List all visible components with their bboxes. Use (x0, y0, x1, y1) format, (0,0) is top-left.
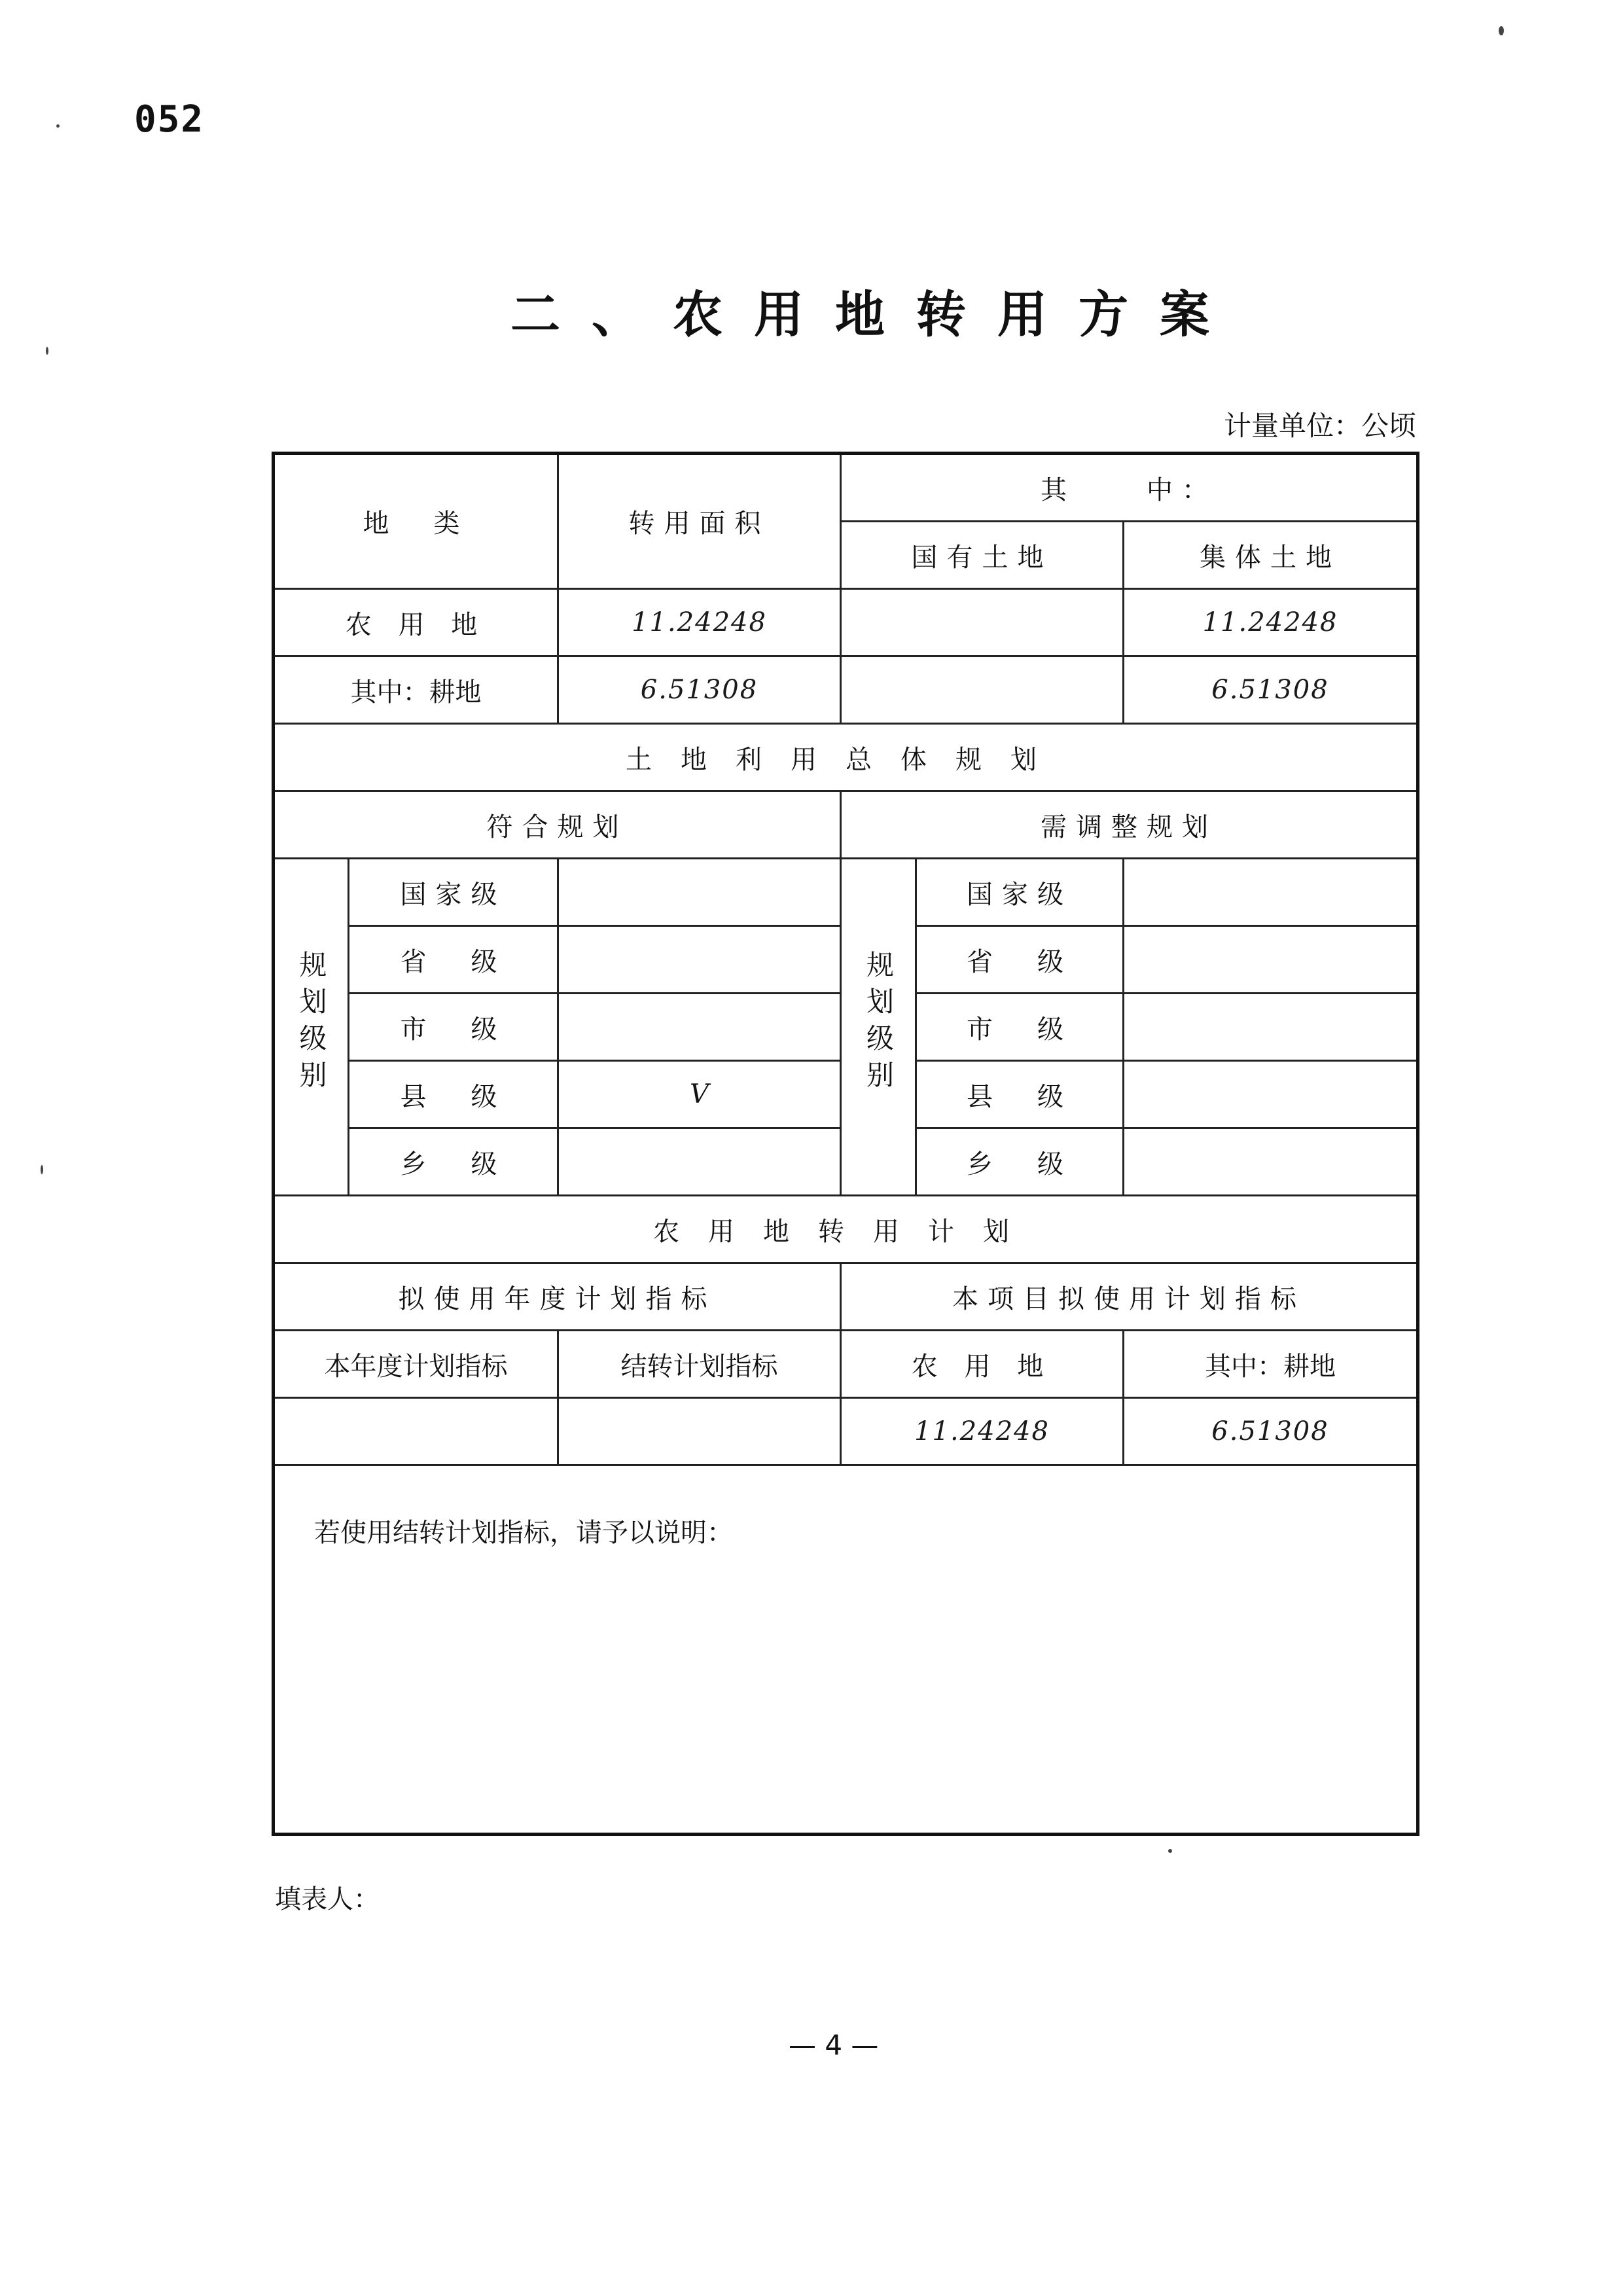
table-row (274, 589, 1418, 656)
adjust-mark (1124, 1061, 1418, 1128)
level-label: 乡 级 (916, 1128, 1124, 1196)
state-land-value (841, 589, 1124, 656)
level-label: 国家级 (349, 859, 558, 926)
compliant-mark (558, 926, 841, 994)
level-label: 市 级 (349, 994, 558, 1061)
converted-area-value: 11.24248 (558, 589, 841, 656)
page-number: — 4 — (789, 2029, 879, 2061)
this-year-header: 本年度计划指标 (274, 1331, 558, 1398)
level-label: 省 级 (916, 926, 1124, 994)
carried-over-header: 结转计划指标 (558, 1331, 841, 1398)
level-label: 国家级 (916, 859, 1124, 926)
level-label: 乡 级 (349, 1128, 558, 1196)
level-group-right: 规划级别 (841, 859, 916, 1196)
row-label: 其中：耕地 (274, 656, 558, 724)
farmland-header: 农 用 地 (841, 1331, 1124, 1398)
level-label: 省 级 (349, 926, 558, 994)
planning-section-title: 土地利用总体规划 (274, 724, 1418, 791)
page-title: 二、农用地转用方案 (510, 285, 1241, 344)
this-year-value (274, 1398, 558, 1465)
collective-land-value: 11.24248 (1124, 589, 1418, 656)
compliant-mark (558, 859, 841, 926)
level-label: 县 级 (916, 1061, 1124, 1128)
farmland-value: 11.24248 (841, 1398, 1124, 1465)
scan-speck (46, 347, 48, 355)
level-label: 县 级 (349, 1061, 558, 1128)
scan-speck (56, 124, 60, 128)
unit-label: 计量单位：公顷 (1224, 410, 1417, 442)
scan-speck (1499, 26, 1504, 35)
carried-over-value (558, 1398, 841, 1465)
adjust-mark (1124, 859, 1418, 926)
level-label: 市 级 (916, 994, 1124, 1061)
filler-label: 填表人： (275, 1884, 380, 1914)
row-label: 农 用 地 (274, 589, 558, 656)
adjust-planning-header: 需调整规划 (841, 791, 1418, 859)
adjust-mark (1124, 926, 1418, 994)
arable-value: 6.51308 (1124, 1398, 1418, 1465)
collective-land-value: 6.51308 (1124, 656, 1418, 724)
project-index-header: 本项目拟使用计划指标 (841, 1263, 1418, 1331)
compliant-mark (558, 1128, 841, 1196)
header-collective-land: 集体土地 (1124, 522, 1418, 589)
conversion-plan-title: 农用地转用计划 (274, 1196, 1418, 1263)
table-row (274, 656, 1418, 724)
compliant-planning-header: 符合规划 (274, 791, 841, 859)
header-of-which: 其 中： (841, 454, 1418, 522)
adjust-mark (1124, 994, 1418, 1061)
note-cell (274, 1465, 1418, 1835)
converted-area-value: 6.51308 (558, 656, 841, 724)
arable-header: 其中：耕地 (1124, 1331, 1418, 1398)
level-group-left: 规划级别 (274, 859, 349, 1196)
header-converted-area: 转用面积 (558, 454, 841, 589)
adjust-mark (1124, 1128, 1418, 1196)
note-text: 若使用结转计划指标，请予以说明： (314, 1518, 733, 1548)
annual-index-header: 拟使用年度计划指标 (274, 1263, 841, 1331)
compliant-mark-county: V (558, 1061, 841, 1128)
compliant-mark (558, 994, 841, 1061)
scan-speck (41, 1165, 43, 1174)
header-land-type: 地 类 (274, 454, 558, 589)
header-state-land: 国有土地 (841, 522, 1124, 589)
conversion-form-table (272, 452, 1419, 1836)
scan-speck (1168, 1849, 1172, 1853)
stamp-number: 052 (134, 98, 205, 141)
state-land-value (841, 656, 1124, 724)
